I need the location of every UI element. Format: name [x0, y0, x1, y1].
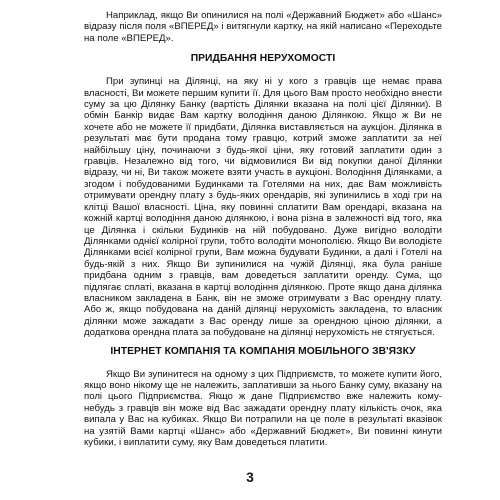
section-heading-internet-mobile-company: ІНТЕРНЕТ КОМПАНІЯ ТА КОМПАНІЯ МОБІЛЬНОГО ЗВ'ЯЗКУ: [110, 345, 416, 357]
section-heading-property-purchase: ПРИДБАННЯ НЕРУХОМОСТІ: [190, 53, 336, 65]
intro-paragraph: Наприклад, якщо Ви опинилися на полі «Державний Бюджет» або «Шанс» відразу після поля «ВПЕРЕД» і витягнули картку, на якій написано «Переходьте на поле «ВПЕРЕД».: [84, 10, 442, 44]
section-paragraph-internet-mobile-company: Якщо Ви зупинитеся на одному з цих Підприємств, то можете купити його, якщо воно нікому ще не належить, заплативши за нього Банку суму, вказану на полі цього Підприємства. Якщо ж дане Підприємство вже належить кому-небудь з гравців він може від Вас зажадати орендну плату кількість очок, яка випала у Вас на кубиках. Якщо Ви потрапили на це поле в результаті вказівок на узятій Вами картці «Шанс» або «Державний Бюджет», Ви повинні кинути кубики, і виплатити суму, яку Вам доведеться платити.: [84, 368, 442, 448]
section-paragraph-property-purchase: При зупинці на Ділянці, на яку ні у кого з гравців ще немає права власності, Ви можете першим купити її. Для цього Вам просто необхідно внести суму за цю Ділянку Банку (вартість Ділянки вказана на полі цієї Ділянки). В обмін Банкір видає Вам картку володіння даною Ділянкою. Якщо ж Ви не хочете або не можете її придбати, Ділянка виставляється на аукціон. Ділянка в результаті має бути продана тому гравцю, котрий зможе заплатити за неї найбільшу ціну, починаючи з будь-якої ціни, яку готовий заплатити один з гравців. Незалежно від того, чи відмовилися Ви від покупки даної Ділянки відразу, чи ні, Ви також можете взяти участь в аукціоні. Володіння Ділянками, а згодом і побудованими Будинками та Готелями на них, дає Вам можливість отримувати орендну плату з будь-яких орендарів, які зупинились в ході гри на клітці Вашої власності. Ціна, яку повинні сплатити Вам орендарі, вказана на кожній картці володіння даною ділянкою, і вона різна в залежності від того, яка це Ділянка і скільки Будинків на ній побудовано. Дуже вигідно володіти Ділянками однієї колірної групи, тобто володіти монополією. Якщо Ви володієте Ділянками всієї колірної групи, Вам можна будувати Будинки, а далі і Готелі на будь-якій з них. Якщо Ви зупинилися на чужій Ділянці, яка була раніше придбана одним з гравців, вам доведеться заплатити оренду. Сума, що підлягає сплаті, вказана в картці володіння ділянкою. Проте якщо дана ділянка власником закладена в Банк, він не зможе отримувати з Вас орендну плату. Або ж, якщо побудована на даній ділянці нерухомість закладена, то власник ділянки може зажадати з Вас оренду лише за орендною ціною ділянки, а додаткова орендна плата за побудоване на ділянці нерухомість не стягується.: [84, 76, 442, 339]
page-number: 3: [246, 470, 254, 485]
